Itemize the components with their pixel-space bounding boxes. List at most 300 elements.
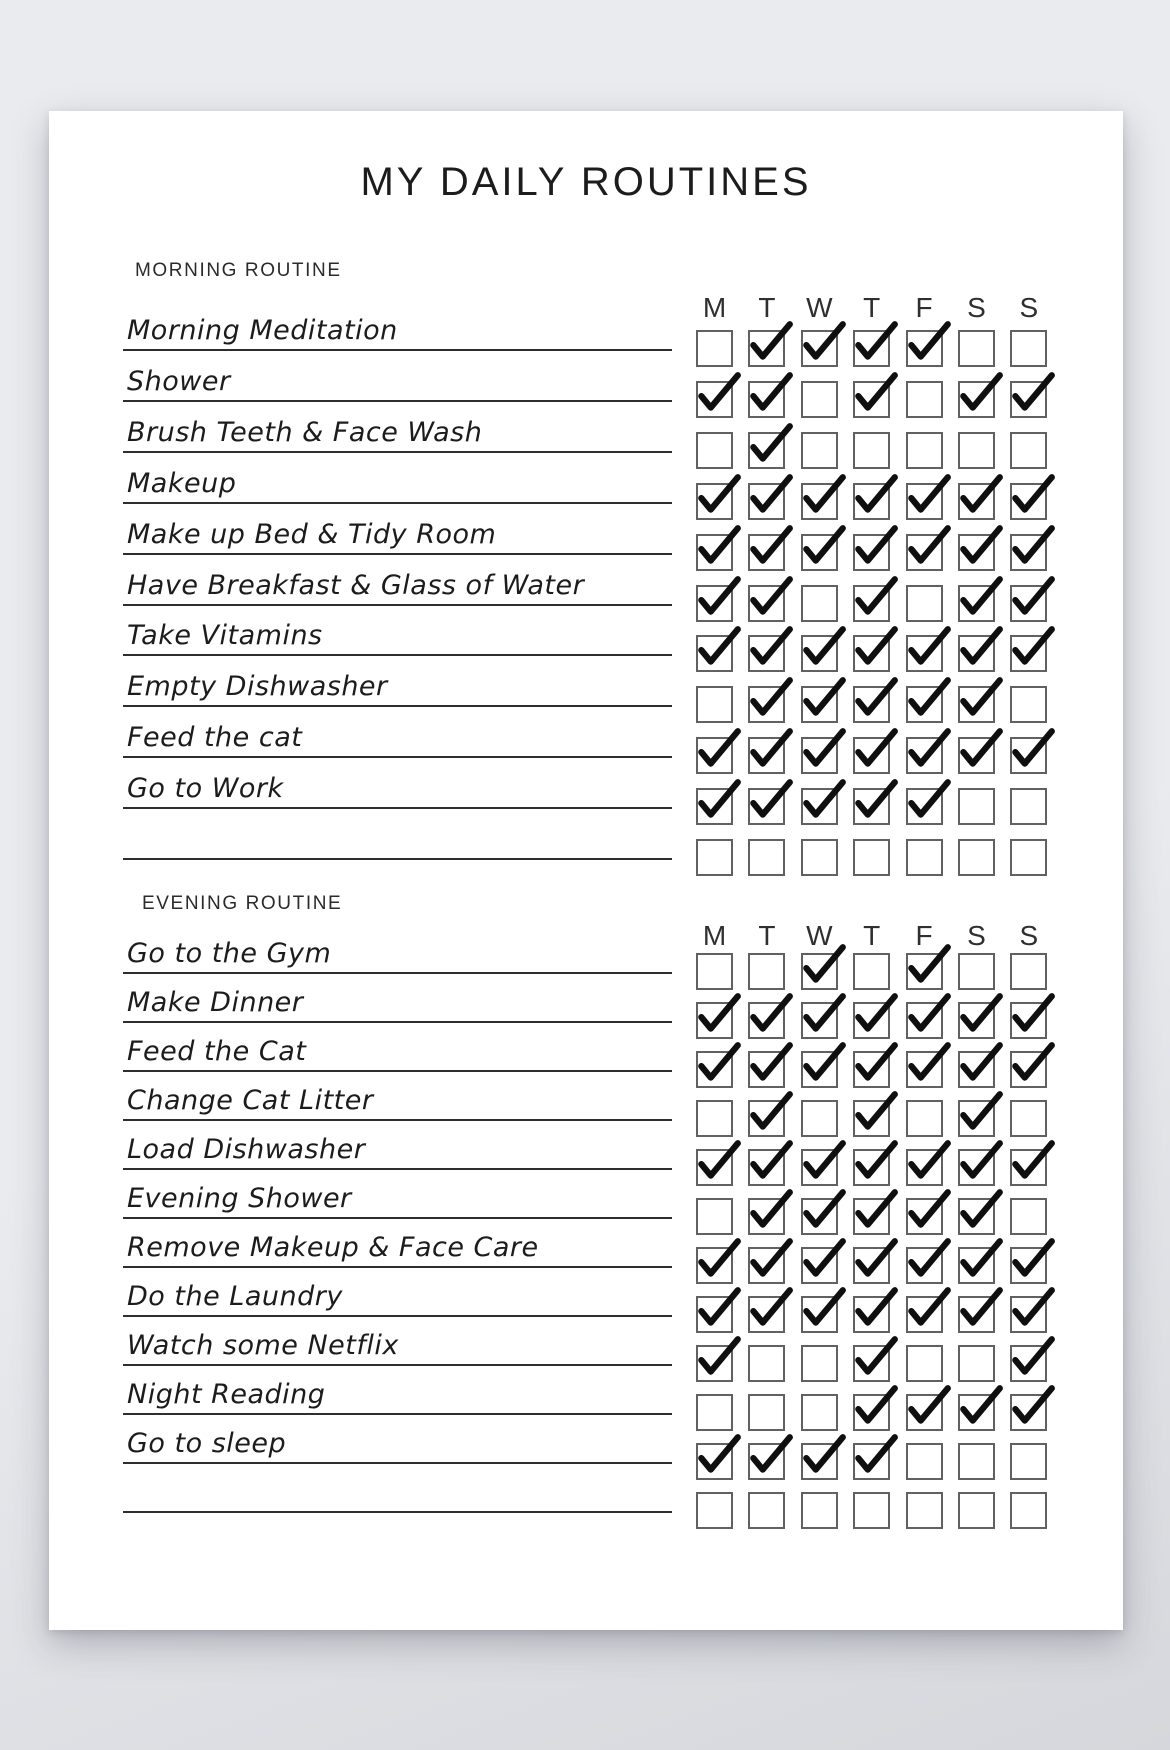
checkbox-t3[interactable] xyxy=(853,330,890,367)
checkbox-t1[interactable] xyxy=(748,381,785,418)
checkbox-s6[interactable] xyxy=(1010,381,1047,418)
checkmark-icon xyxy=(798,1136,848,1186)
checkmark-icon xyxy=(955,1038,1005,1088)
checkmark-icon xyxy=(798,724,848,774)
checkbox-t3[interactable] xyxy=(853,1051,890,1088)
checkbox-w2[interactable] xyxy=(801,483,838,520)
checkmark-icon xyxy=(850,521,900,571)
checkmark-icon xyxy=(693,724,743,774)
checkbox-f4[interactable] xyxy=(906,1002,943,1039)
checkbox-t1[interactable] xyxy=(748,1443,785,1480)
checkbox-s5[interactable] xyxy=(958,381,995,418)
checkmark-icon xyxy=(903,673,953,723)
checkbox-s5[interactable] xyxy=(958,953,995,990)
checkbox-s6[interactable] xyxy=(1010,635,1047,672)
day-label: S xyxy=(967,920,986,951)
checkmark-icon xyxy=(693,368,743,418)
checkbox-t3[interactable] xyxy=(853,737,890,774)
checkbox-f4[interactable] xyxy=(906,737,943,774)
checkbox-w2[interactable] xyxy=(801,1100,838,1137)
checkbox-f4[interactable] xyxy=(906,1051,943,1088)
checkmark-icon xyxy=(745,419,795,469)
checkbox-w2[interactable] xyxy=(801,1296,838,1333)
checkmark-icon xyxy=(1007,1283,1057,1333)
checkbox-s5[interactable] xyxy=(958,1002,995,1039)
checkmark-icon xyxy=(903,317,953,367)
checkbox-t1[interactable] xyxy=(748,1198,785,1235)
checkmark-icon xyxy=(1007,724,1057,774)
checkmark-icon xyxy=(798,775,848,825)
day-label: W xyxy=(806,920,833,951)
checkmark-icon xyxy=(850,1332,900,1382)
checkbox-m0[interactable] xyxy=(696,1443,733,1480)
checkbox-f4[interactable] xyxy=(906,1198,943,1235)
checkbox-t1[interactable] xyxy=(748,585,785,622)
checkbox-s6[interactable] xyxy=(1010,534,1047,571)
checkmark-icon xyxy=(693,622,743,672)
checkbox-w2[interactable] xyxy=(801,1198,838,1235)
task-label: Go to Work xyxy=(127,773,284,805)
checkbox-m0[interactable] xyxy=(696,839,733,876)
checkmark-icon xyxy=(903,1234,953,1284)
task-label: Watch some Netflix xyxy=(127,1330,399,1361)
checkbox-s5[interactable] xyxy=(958,483,995,520)
checkbox-w2[interactable] xyxy=(801,1051,838,1088)
task-label: Night Reading xyxy=(127,1379,326,1410)
checkmark-icon xyxy=(1007,521,1057,571)
checkmark-icon xyxy=(745,368,795,418)
checkbox-t3[interactable] xyxy=(853,1149,890,1186)
checkbox-t1[interactable] xyxy=(748,953,785,990)
checkbox-w2[interactable] xyxy=(801,635,838,672)
planner-page xyxy=(49,111,1123,1630)
checkbox-m0[interactable] xyxy=(696,381,733,418)
checkbox-m0[interactable] xyxy=(696,1198,733,1235)
task-underline xyxy=(123,1119,672,1121)
task-underline xyxy=(123,553,672,555)
checkbox-s5[interactable] xyxy=(958,1345,995,1382)
checkbox-s6[interactable] xyxy=(1010,788,1047,825)
checkmark-icon xyxy=(693,1332,743,1382)
checkbox-w2[interactable] xyxy=(801,1149,838,1186)
checkmark-icon xyxy=(693,470,743,520)
day-label: F xyxy=(915,292,933,323)
checkbox-m0[interactable] xyxy=(696,737,733,774)
checkbox-s5[interactable] xyxy=(958,686,995,723)
checkbox-f4[interactable] xyxy=(906,1296,943,1333)
checkmark-icon xyxy=(903,775,953,825)
checkbox-t1[interactable] xyxy=(748,1247,785,1284)
checkbox-t3[interactable] xyxy=(853,788,890,825)
checkbox-w2[interactable] xyxy=(801,788,838,825)
checkbox-t1[interactable] xyxy=(748,839,785,876)
checkmark-icon xyxy=(798,521,848,571)
checkbox-t3[interactable] xyxy=(853,1100,890,1137)
checkmark-icon xyxy=(955,724,1005,774)
checkbox-f4[interactable] xyxy=(906,1492,943,1529)
checkbox-s5[interactable] xyxy=(958,1149,995,1186)
checkbox-w2[interactable] xyxy=(801,839,838,876)
task-underline xyxy=(123,654,672,656)
checkbox-s6[interactable] xyxy=(1010,686,1047,723)
checkbox-t3[interactable] xyxy=(853,953,890,990)
checkmark-icon xyxy=(850,1185,900,1235)
task-underline xyxy=(123,1462,672,1464)
task-label: Go to the Gym xyxy=(127,938,332,969)
day-label: M xyxy=(702,920,727,951)
checkmark-icon xyxy=(745,1430,795,1480)
checkbox-f4[interactable] xyxy=(906,1149,943,1186)
checkbox-s5[interactable] xyxy=(958,635,995,672)
checkmark-icon xyxy=(693,775,743,825)
day-label: S xyxy=(967,292,986,323)
checkbox-f4[interactable] xyxy=(906,1100,943,1137)
checkbox-m0[interactable] xyxy=(696,1149,733,1186)
checkbox-w2[interactable] xyxy=(801,953,838,990)
checkbox-t3[interactable] xyxy=(853,483,890,520)
checkbox-s5[interactable] xyxy=(958,534,995,571)
checkbox-f4[interactable] xyxy=(906,953,943,990)
checkbox-t1[interactable] xyxy=(748,1002,785,1039)
task-underline xyxy=(123,1070,672,1072)
checkbox-s6[interactable] xyxy=(1010,1149,1047,1186)
task-label: Have Breakfast & Glass of Water xyxy=(127,569,585,601)
checkbox-s5[interactable] xyxy=(958,1198,995,1235)
day-label: T xyxy=(758,292,776,323)
checkbox-s6[interactable] xyxy=(1010,953,1047,990)
checkbox-t1[interactable] xyxy=(748,1149,785,1186)
checkmark-icon xyxy=(693,521,743,571)
checkbox-w2[interactable] xyxy=(801,1394,838,1431)
checkbox-s5[interactable] xyxy=(958,1394,995,1431)
checkbox-s6[interactable] xyxy=(1010,483,1047,520)
task-underline xyxy=(123,451,672,453)
checkbox-t3[interactable] xyxy=(853,1002,890,1039)
day-label: T xyxy=(863,920,881,951)
checkbox-s6[interactable] xyxy=(1010,839,1047,876)
checkmark-icon xyxy=(955,521,1005,571)
checkmark-icon xyxy=(903,622,953,672)
checkmark-icon xyxy=(850,1087,900,1137)
checkbox-s6[interactable] xyxy=(1010,737,1047,774)
checkbox-m0[interactable] xyxy=(696,1345,733,1382)
checkbox-w2[interactable] xyxy=(801,1492,838,1529)
checkbox-f4[interactable] xyxy=(906,585,943,622)
checkbox-s6[interactable] xyxy=(1010,1296,1047,1333)
checkbox-t3[interactable] xyxy=(853,1247,890,1284)
checkbox-w2[interactable] xyxy=(801,381,838,418)
task-underline xyxy=(123,1511,672,1513)
checkmark-icon xyxy=(955,1234,1005,1284)
checkbox-s5[interactable] xyxy=(958,585,995,622)
checkbox-m0[interactable] xyxy=(696,686,733,723)
checkbox-s6[interactable] xyxy=(1010,1002,1047,1039)
checkbox-t1[interactable] xyxy=(748,635,785,672)
checkmark-icon xyxy=(745,775,795,825)
checkmark-icon xyxy=(955,470,1005,520)
checkmark-icon xyxy=(798,622,848,672)
checkbox-w2[interactable] xyxy=(801,1345,838,1382)
task-label: Morning Meditation xyxy=(127,315,398,346)
checkbox-t3[interactable] xyxy=(853,1492,890,1529)
task-label: Load Dishwasher xyxy=(127,1134,366,1165)
checkbox-w2[interactable] xyxy=(801,1002,838,1039)
checkbox-t1[interactable] xyxy=(748,1345,785,1382)
checkbox-s5[interactable] xyxy=(958,788,995,825)
checkbox-s6[interactable] xyxy=(1010,432,1047,469)
checkmark-icon xyxy=(955,572,1005,622)
checkmark-icon xyxy=(798,470,848,520)
checkbox-s6[interactable] xyxy=(1010,1051,1047,1088)
checkbox-m0[interactable] xyxy=(696,1296,733,1333)
checkmark-icon xyxy=(903,470,953,520)
checkbox-s5[interactable] xyxy=(958,839,995,876)
task-underline xyxy=(123,1364,672,1366)
checkmark-icon xyxy=(745,673,795,723)
checkmark-icon xyxy=(903,1038,953,1088)
checkmark-icon xyxy=(955,368,1005,418)
checkbox-t1[interactable] xyxy=(748,534,785,571)
checkmark-icon xyxy=(903,1185,953,1235)
checkbox-m0[interactable] xyxy=(696,635,733,672)
checkbox-w2[interactable] xyxy=(801,432,838,469)
checkmark-icon xyxy=(1007,470,1057,520)
checkbox-t1[interactable] xyxy=(748,788,785,825)
checkbox-s6[interactable] xyxy=(1010,1345,1047,1382)
checkbox-s6[interactable] xyxy=(1010,1198,1047,1235)
checkbox-f4[interactable] xyxy=(906,534,943,571)
checkbox-t3[interactable] xyxy=(853,1198,890,1235)
checkbox-m0[interactable] xyxy=(696,1051,733,1088)
checkbox-s6[interactable] xyxy=(1010,1394,1047,1431)
checkbox-f4[interactable] xyxy=(906,1443,943,1480)
checkmark-icon xyxy=(903,940,953,990)
checkbox-f4[interactable] xyxy=(906,1247,943,1284)
checkbox-s5[interactable] xyxy=(958,432,995,469)
checkmark-icon xyxy=(903,989,953,1039)
checkbox-t3[interactable] xyxy=(853,1394,890,1431)
checkbox-t3[interactable] xyxy=(853,839,890,876)
checkmark-icon xyxy=(850,317,900,367)
checkbox-s5[interactable] xyxy=(958,330,995,367)
checkbox-t3[interactable] xyxy=(853,1443,890,1480)
checkmark-icon xyxy=(1007,622,1057,672)
checkmark-icon xyxy=(903,1283,953,1333)
checkbox-s5[interactable] xyxy=(958,1247,995,1284)
checkmark-icon xyxy=(693,1136,743,1186)
checkbox-t3[interactable] xyxy=(853,686,890,723)
checkbox-s5[interactable] xyxy=(958,1492,995,1529)
task-label: Feed the cat xyxy=(127,722,303,754)
checkmark-icon xyxy=(745,572,795,622)
checkmark-icon xyxy=(745,1185,795,1235)
task-underline xyxy=(123,1168,672,1170)
checkmark-icon xyxy=(798,1038,848,1088)
checkbox-f4[interactable] xyxy=(906,686,943,723)
task-underline xyxy=(123,400,672,402)
task-label: Take Vitamins xyxy=(127,620,323,652)
checkbox-f4[interactable] xyxy=(906,330,943,367)
checkbox-t3[interactable] xyxy=(853,1296,890,1333)
task-underline xyxy=(123,1266,672,1268)
checkbox-t3[interactable] xyxy=(853,381,890,418)
checkmark-icon xyxy=(955,673,1005,723)
day-label: T xyxy=(863,292,881,323)
checkbox-f4[interactable] xyxy=(906,381,943,418)
checkbox-s5[interactable] xyxy=(958,1100,995,1137)
day-label: S xyxy=(1019,292,1039,323)
task-underline xyxy=(123,604,672,606)
checkmark-icon xyxy=(955,1381,1005,1431)
checkmark-icon xyxy=(955,1185,1005,1235)
checkmark-icon xyxy=(903,1136,953,1186)
checkmark-icon xyxy=(693,572,743,622)
task-label: Makeup xyxy=(127,467,237,499)
task-label: Make up Bed & Tidy Room xyxy=(127,518,497,550)
checkbox-w2[interactable] xyxy=(801,1247,838,1284)
checkmark-icon xyxy=(798,1185,848,1235)
checkbox-m0[interactable] xyxy=(696,585,733,622)
checkmark-icon xyxy=(850,622,900,672)
checkbox-m0[interactable] xyxy=(696,330,733,367)
checkbox-m0[interactable] xyxy=(696,788,733,825)
checkbox-t1[interactable] xyxy=(748,1492,785,1529)
checkbox-t1[interactable] xyxy=(748,1100,785,1137)
checkmark-icon xyxy=(745,724,795,774)
task-label: Go to sleep xyxy=(127,1428,287,1459)
day-label: W xyxy=(806,292,833,323)
checkbox-s6[interactable] xyxy=(1010,585,1047,622)
checkmark-icon xyxy=(745,622,795,672)
task-label: Change Cat Litter xyxy=(127,1085,374,1116)
checkmark-icon xyxy=(1007,1381,1057,1431)
checkbox-t1[interactable] xyxy=(748,330,785,367)
checkbox-m0[interactable] xyxy=(696,432,733,469)
checkbox-w2[interactable] xyxy=(801,686,838,723)
checkmark-icon xyxy=(798,1430,848,1480)
checkmark-icon xyxy=(955,622,1005,672)
checkmark-icon xyxy=(745,521,795,571)
checkmark-icon xyxy=(693,1430,743,1480)
checkmark-icon xyxy=(745,1234,795,1284)
checkbox-t3[interactable] xyxy=(853,635,890,672)
task-label: Do the Laundry xyxy=(127,1281,343,1312)
checkmark-icon xyxy=(850,1381,900,1431)
checkmark-icon xyxy=(798,1283,848,1333)
checkbox-t1[interactable] xyxy=(748,686,785,723)
checkmark-icon xyxy=(798,989,848,1039)
checkmark-icon xyxy=(1007,572,1057,622)
checkbox-s6[interactable] xyxy=(1010,1443,1047,1480)
checkbox-m0[interactable] xyxy=(696,1492,733,1529)
task-label: Feed the Cat xyxy=(127,1036,307,1067)
task-underline xyxy=(123,502,672,504)
checkbox-m0[interactable] xyxy=(696,1100,733,1137)
task-underline xyxy=(123,807,672,809)
checkmark-icon xyxy=(903,1381,953,1431)
checkbox-t1[interactable] xyxy=(748,1394,785,1431)
checkbox-m0[interactable] xyxy=(696,483,733,520)
checkmark-icon xyxy=(955,1136,1005,1186)
checkbox-s6[interactable] xyxy=(1010,1492,1047,1529)
checkmark-icon xyxy=(850,572,900,622)
task-underline xyxy=(123,705,672,707)
checkbox-s5[interactable] xyxy=(958,1051,995,1088)
checkbox-s5[interactable] xyxy=(958,737,995,774)
checkmark-icon xyxy=(798,317,848,367)
checkbox-f4[interactable] xyxy=(906,839,943,876)
checkbox-f4[interactable] xyxy=(906,635,943,672)
checkbox-w2[interactable] xyxy=(801,330,838,367)
checkbox-t1[interactable] xyxy=(748,483,785,520)
day-label: F xyxy=(915,920,933,951)
checkbox-m0[interactable] xyxy=(696,1247,733,1284)
checkbox-s5[interactable] xyxy=(958,1443,995,1480)
checkmark-icon xyxy=(1007,1038,1057,1088)
checkbox-s6[interactable] xyxy=(1010,1100,1047,1137)
checkbox-w2[interactable] xyxy=(801,1443,838,1480)
checkmark-icon xyxy=(850,1430,900,1480)
section-heading: EVENING ROUTINE xyxy=(142,893,343,914)
checkmark-icon xyxy=(745,1136,795,1186)
checkmark-icon xyxy=(745,989,795,1039)
checkbox-f4[interactable] xyxy=(906,788,943,825)
checkbox-s5[interactable] xyxy=(958,1296,995,1333)
checkmark-icon xyxy=(850,775,900,825)
checkmark-icon xyxy=(850,1136,900,1186)
checkbox-w2[interactable] xyxy=(801,534,838,571)
checkbox-f4[interactable] xyxy=(906,1345,943,1382)
task-underline xyxy=(123,858,672,860)
checkmark-icon xyxy=(1007,1136,1057,1186)
task-underline xyxy=(123,1413,672,1415)
checkmark-icon xyxy=(850,470,900,520)
checkbox-w2[interactable] xyxy=(801,585,838,622)
checkmark-icon xyxy=(1007,1234,1057,1284)
checkbox-f4[interactable] xyxy=(906,432,943,469)
checkmark-icon xyxy=(903,724,953,774)
checkmark-icon xyxy=(1007,1332,1057,1382)
checkmark-icon xyxy=(745,1283,795,1333)
task-underline xyxy=(123,972,672,974)
task-label: Empty Dishwasher xyxy=(127,671,388,703)
checkbox-f4[interactable] xyxy=(906,483,943,520)
checkbox-t1[interactable] xyxy=(748,737,785,774)
checkmark-icon xyxy=(693,989,743,1039)
checkbox-t1[interactable] xyxy=(748,1296,785,1333)
day-label: T xyxy=(758,920,776,951)
checkbox-m0[interactable] xyxy=(696,1394,733,1431)
checkmark-icon xyxy=(850,368,900,418)
checkmark-icon xyxy=(798,673,848,723)
day-label: M xyxy=(702,292,727,323)
checkbox-m0[interactable] xyxy=(696,1002,733,1039)
day-label: S xyxy=(1019,920,1039,951)
checkbox-t3[interactable] xyxy=(853,534,890,571)
checkbox-m0[interactable] xyxy=(696,534,733,571)
checkbox-s6[interactable] xyxy=(1010,330,1047,367)
checkbox-t3[interactable] xyxy=(853,585,890,622)
checkbox-f4[interactable] xyxy=(906,1394,943,1431)
checkbox-w2[interactable] xyxy=(801,737,838,774)
checkbox-t1[interactable] xyxy=(748,1051,785,1088)
checkbox-t3[interactable] xyxy=(853,432,890,469)
checkbox-t3[interactable] xyxy=(853,1345,890,1382)
checkbox-m0[interactable] xyxy=(696,953,733,990)
checkbox-s6[interactable] xyxy=(1010,1247,1047,1284)
checkbox-t1[interactable] xyxy=(748,432,785,469)
checkmark-icon xyxy=(1007,368,1057,418)
